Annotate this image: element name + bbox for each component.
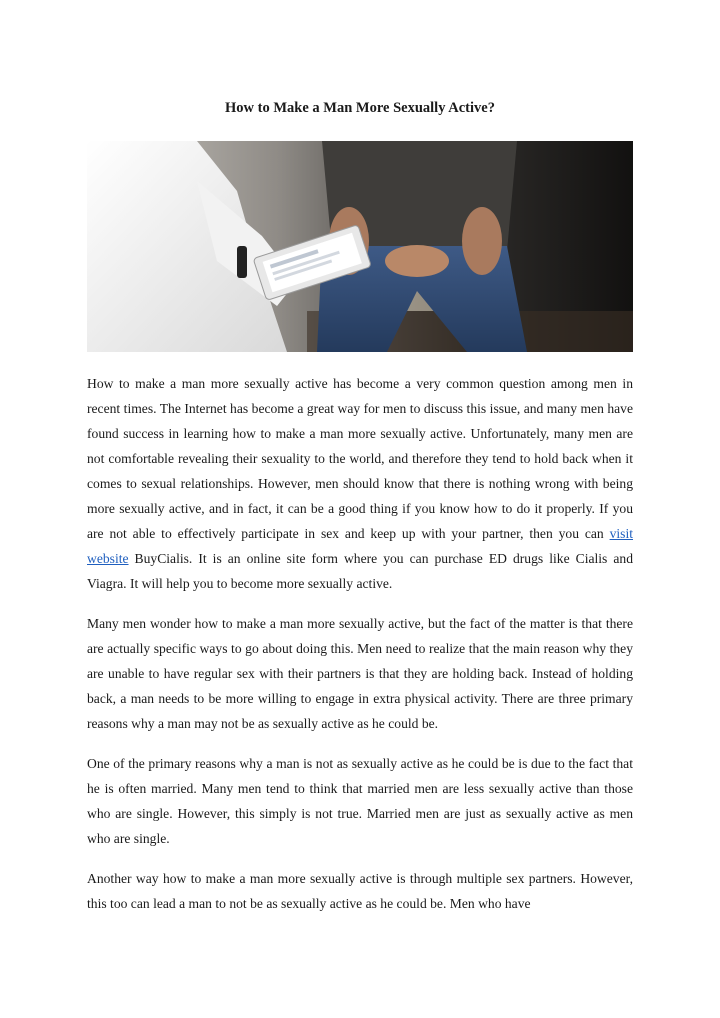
visit-website-link[interactable]: visit website (87, 526, 633, 566)
paragraph-2: Many men wonder how to make a man more sexually active, but the fact of the matter is that there are actually specific ways to go about doing this. Men need to realize that the main reason why they are unable to have regular sex with their partners is that they are holding back. Instead of holding back, a man needs to be more willing to engage in extra physical activity. There are three primary reasons why a man may not be as sexually active as he could be. (87, 616, 633, 731)
paragraph-1 (87, 371, 633, 596)
header-photo (87, 141, 633, 352)
paragraph-3: One of the primary reasons why a man is not as sexually active as he could be is due to the fact that he is often married. Many men tend to think that married men are less sexually active than those who are single. However, this simply is not true. Married men are just as sexually active as men who are single. (87, 756, 633, 846)
document-title: How to Make a Man More Sexually Active? (225, 100, 495, 116)
paragraph-4: Another way how to make a man more sexually active is through multiple sex partners. However, this too can lead a man to not be as sexually active as he could be. Men who have (87, 871, 633, 911)
paragraph-1-text-before-link: How to make a man more sexually active has become a very common question among men in recent times. The Internet has become a great way for men to discuss this issue, and many men have found success in learning how to make a man more sexually active. Unfortunately, many men are not comfortable revealing their sexuality to the world, and therefore they tend to hold back when it comes to sexual relationships. However, men should know that there is nothing wrong with being more sexually active, and in fact, it can be a good thing if you know how to do it properly. If you are not able to effectively participate in sex and keep up with your partner, then you can (87, 376, 633, 541)
article-body (87, 371, 633, 931)
paragraph-1-text-after-link: BuyCialis. It is an online site form where you can purchase ED drugs like Cialis and Viagra. It will help you to become more sexually active. (87, 551, 633, 591)
